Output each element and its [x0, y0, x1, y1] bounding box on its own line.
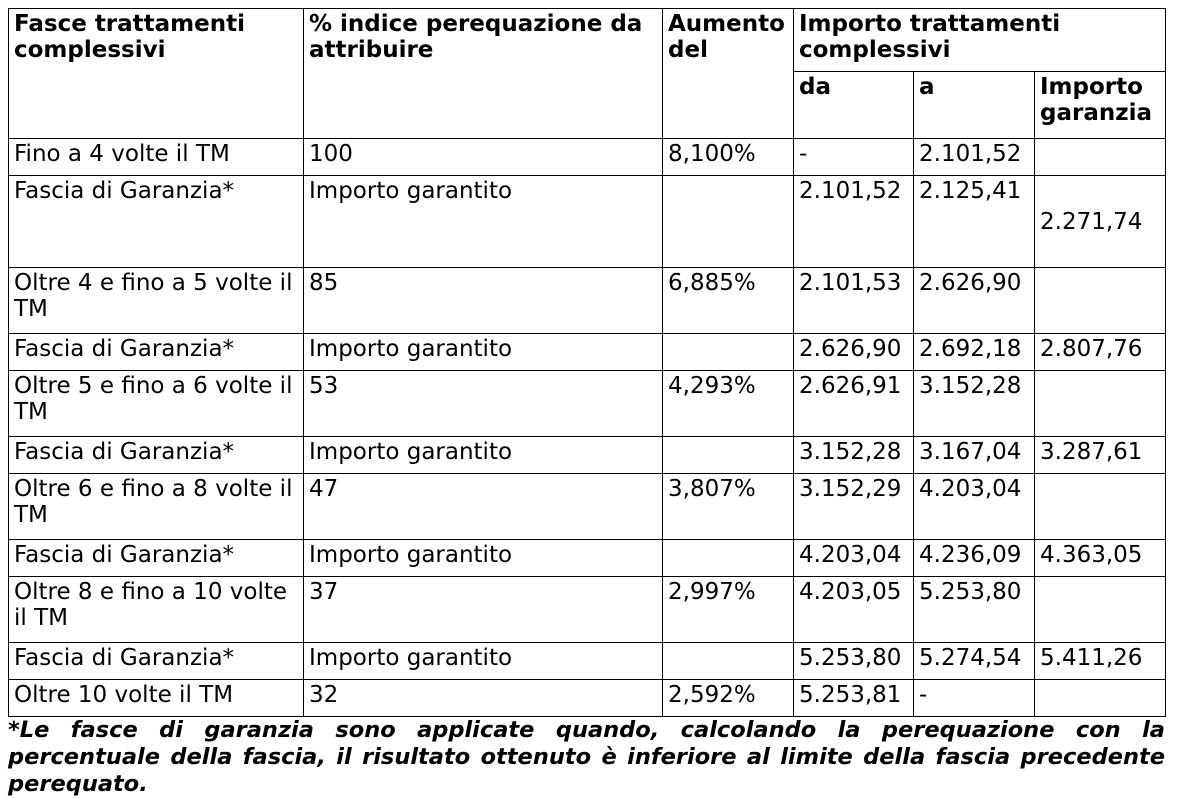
cell-a: 5.274,54	[914, 643, 1035, 680]
cell-aumento	[663, 334, 794, 371]
cell-fascia: Fascia di Garanzia*	[9, 437, 304, 474]
header-fascia: Fasce trattamenti complessivi	[9, 9, 304, 139]
cell-da: 3.152,28	[794, 437, 914, 474]
cell-fascia: Fascia di Garanzia*	[9, 540, 304, 577]
table-row	[9, 577, 1166, 643]
cell-indice: 47	[304, 474, 663, 540]
cell-indice: Importo garantito	[304, 643, 663, 680]
cell-a: 3.152,28	[914, 371, 1035, 437]
cell-aumento: 2,592%	[663, 680, 794, 717]
cell-aumento: 6,885%	[663, 268, 794, 334]
cell-garanzia	[1035, 268, 1166, 334]
cell-aumento: 3,807%	[663, 474, 794, 540]
cell-indice: Importo garantito	[304, 540, 663, 577]
cell-da: 5.253,81	[794, 680, 914, 717]
cell-indice: Importo garantito	[304, 437, 663, 474]
cell-a: 2.101,52	[914, 139, 1035, 176]
table-row	[9, 540, 1166, 577]
cell-da: 2.101,52	[794, 176, 914, 268]
cell-fascia: Oltre 10 volte il TM	[9, 680, 304, 717]
cell-fascia: Fascia di Garanzia*	[9, 334, 304, 371]
cell-fascia: Fino a 4 volte il TM	[9, 139, 304, 176]
cell-garanzia	[1035, 371, 1166, 437]
cell-fascia: Oltre 4 e fino a 5 volte il TM	[9, 268, 304, 334]
cell-aumento: 4,293%	[663, 371, 794, 437]
cell-da: 2.626,91	[794, 371, 914, 437]
cell-aumento	[663, 176, 794, 268]
table-row	[9, 268, 1166, 334]
cell-a: 4.236,09	[914, 540, 1035, 577]
cell-aumento: 2,997%	[663, 577, 794, 643]
cell-a: -	[914, 680, 1035, 717]
header-aumento: Aumento del	[663, 9, 794, 139]
cell-garanzia	[1035, 680, 1166, 717]
header-indice: % indice perequazione da attribuire	[304, 9, 663, 139]
cell-da: 4.203,04	[794, 540, 914, 577]
cell-indice: Importo garantito	[304, 176, 663, 268]
cell-fascia: Fascia di Garanzia*	[9, 643, 304, 680]
cell-indice: 85	[304, 268, 663, 334]
perequazione-table	[8, 8, 1166, 717]
table-row	[9, 437, 1166, 474]
cell-da: 3.152,29	[794, 474, 914, 540]
cell-fascia: Oltre 5 e fino a 6 volte il TM	[9, 371, 304, 437]
cell-indice: 53	[304, 371, 663, 437]
cell-da: 2.626,90	[794, 334, 914, 371]
cell-da: 5.253,80	[794, 643, 914, 680]
cell-aumento	[663, 643, 794, 680]
cell-fascia: Oltre 8 e fino a 10 volte il TM	[9, 577, 304, 643]
header-importo: Importo trattamenti complessivi	[794, 9, 1166, 72]
cell-garanzia	[1035, 577, 1166, 643]
cell-garanzia	[1035, 474, 1166, 540]
cell-fascia: Oltre 6 e fino a 8 volte il TM	[9, 474, 304, 540]
table-row	[9, 176, 1166, 268]
table-row	[9, 474, 1166, 540]
cell-da: 2.101,53	[794, 268, 914, 334]
cell-aumento	[663, 437, 794, 474]
table-row	[9, 334, 1166, 371]
cell-indice: 37	[304, 577, 663, 643]
cell-a: 5.253,80	[914, 577, 1035, 643]
cell-aumento: 8,100%	[663, 139, 794, 176]
cell-garanzia: 5.411,26	[1035, 643, 1166, 680]
header-da: da	[794, 72, 914, 139]
cell-a: 3.167,04	[914, 437, 1035, 474]
cell-garanzia	[1035, 139, 1166, 176]
cell-indice: 100	[304, 139, 663, 176]
header-a: a	[914, 72, 1035, 139]
cell-a: 2.692,18	[914, 334, 1035, 371]
cell-garanzia: 2.271,74	[1035, 176, 1166, 268]
cell-garanzia: 4.363,05	[1035, 540, 1166, 577]
cell-da: 4.203,05	[794, 577, 914, 643]
table-row	[9, 371, 1166, 437]
footnote: *Le fasce di garanzia sono applicate quando, calcolando la perequazione con la percentuale della fascia, il risultato ottenuto è inferiore al limite della fascia precedente perequato.	[8, 717, 1165, 797]
cell-indice: 32	[304, 680, 663, 717]
cell-indice: Importo garantito	[304, 334, 663, 371]
cell-a: 2.626,90	[914, 268, 1035, 334]
header-garanzia: Importo garanzia	[1035, 72, 1166, 139]
table-row	[9, 139, 1166, 176]
cell-aumento	[663, 540, 794, 577]
cell-garanzia: 3.287,61	[1035, 437, 1166, 474]
cell-da: -	[794, 139, 914, 176]
cell-fascia: Fascia di Garanzia*	[9, 176, 304, 268]
table-row	[9, 643, 1166, 680]
cell-a: 4.203,04	[914, 474, 1035, 540]
table-row	[9, 680, 1166, 717]
cell-garanzia: 2.807,76	[1035, 334, 1166, 371]
cell-a: 2.125,41	[914, 176, 1035, 268]
